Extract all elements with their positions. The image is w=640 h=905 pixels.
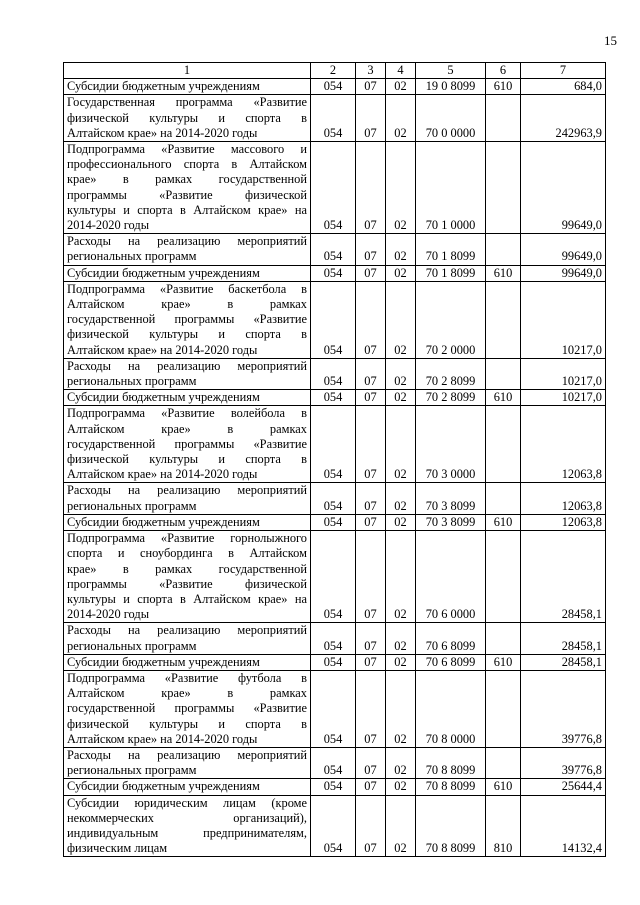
ministry-code-cell: 054	[311, 531, 356, 623]
row-description-line: Субсидии бюджетным учреждениям	[67, 265, 260, 280]
row-description-line: Алтайском крае» в рамках	[67, 686, 307, 701]
subsection-code-cell: 02	[386, 358, 416, 389]
row-description-line: региональных программ	[67, 249, 197, 264]
row-description-cell	[64, 406, 311, 483]
table-row	[64, 795, 606, 857]
subsection-code-cell: 02	[386, 670, 416, 747]
ministry-code-cell: 054	[311, 390, 356, 406]
section-code-cell: 07	[356, 79, 386, 95]
ministry-code-cell: 054	[311, 514, 356, 530]
table-row	[64, 483, 606, 514]
row-description-cell	[64, 623, 311, 654]
amount-cell: 10217,0	[521, 390, 606, 406]
table-row	[64, 514, 606, 530]
table-row	[64, 358, 606, 389]
amount-cell: 12063,8	[521, 406, 606, 483]
section-code-cell: 07	[356, 142, 386, 234]
expense-type-cell	[486, 406, 521, 483]
budget-table-body	[64, 63, 606, 857]
target-article-cell: 70 6 8099	[416, 623, 486, 654]
table-row	[64, 95, 606, 142]
row-description-cell	[64, 95, 311, 142]
section-code-cell: 07	[356, 779, 386, 795]
section-code-cell: 07	[356, 747, 386, 778]
expense-type-cell	[486, 234, 521, 265]
row-description-cell	[64, 358, 311, 389]
row-description-line: Расходы на реализацию мероприятий	[67, 747, 307, 762]
row-description-cell	[64, 234, 311, 265]
subsection-code-cell: 02	[386, 234, 416, 265]
subsection-code-cell: 02	[386, 265, 416, 281]
row-description-line: физической культуры и спорта в	[67, 110, 307, 125]
ministry-code-cell: 054	[311, 779, 356, 795]
subsection-code-cell: 02	[386, 747, 416, 778]
section-code-cell: 07	[356, 623, 386, 654]
table-row	[64, 234, 606, 265]
amount-cell: 684,0	[521, 79, 606, 95]
row-description-line: программы «Развитие физической	[67, 576, 307, 591]
row-description-cell	[64, 531, 311, 623]
table-row	[64, 79, 606, 95]
row-description-cell	[64, 779, 311, 795]
expense-type-cell: 610	[486, 779, 521, 795]
expense-type-cell: 610	[486, 265, 521, 281]
table-row	[64, 406, 606, 483]
expense-type-cell	[486, 747, 521, 778]
amount-cell: 10217,0	[521, 358, 606, 389]
table-row	[64, 654, 606, 670]
expense-type-cell	[486, 95, 521, 142]
amount-cell: 14132,4	[521, 795, 606, 857]
amount-cell: 25644,4	[521, 779, 606, 795]
target-article-cell: 70 2 8099	[416, 390, 486, 406]
row-description-line: крае» в рамках государственной	[67, 172, 307, 187]
section-code-cell: 07	[356, 358, 386, 389]
row-description-line: Государственная программа «Развитие	[67, 95, 307, 110]
amount-cell: 242963,9	[521, 95, 606, 142]
target-article-cell: 70 8 0000	[416, 670, 486, 747]
ministry-code-cell: 054	[311, 79, 356, 95]
amount-cell: 12063,8	[521, 514, 606, 530]
target-article-cell: 70 0 0000	[416, 95, 486, 142]
row-description-line: региональных программ	[67, 638, 197, 653]
row-description-line: Алтайском крае» на 2014-2020 годы	[67, 467, 258, 482]
ministry-code-cell: 054	[311, 142, 356, 234]
column-number-header: 6	[486, 63, 521, 79]
amount-cell: 99649,0	[521, 234, 606, 265]
row-description-line: Субсидии бюджетным учреждениям	[67, 514, 260, 529]
expense-type-cell	[486, 142, 521, 234]
target-article-cell: 70 8 8099	[416, 795, 486, 857]
row-description-line: физической культуры и спорта в	[67, 452, 307, 467]
ministry-code-cell: 054	[311, 670, 356, 747]
row-description-line: Субсидии юридическим лицам (кроме	[67, 795, 307, 810]
subsection-code-cell: 02	[386, 142, 416, 234]
subsection-code-cell: 02	[386, 779, 416, 795]
row-description-line: Алтайском крае» в рамках	[67, 297, 307, 312]
ministry-code-cell: 054	[311, 483, 356, 514]
row-description-line: 2014-2020 годы	[67, 218, 150, 233]
target-article-cell: 70 2 0000	[416, 281, 486, 358]
subsection-code-cell: 02	[386, 95, 416, 142]
ministry-code-cell: 054	[311, 654, 356, 670]
column-number-header: 3	[356, 63, 386, 79]
section-code-cell: 07	[356, 670, 386, 747]
subsection-code-cell: 02	[386, 514, 416, 530]
target-article-cell: 70 6 0000	[416, 531, 486, 623]
amount-cell: 28458,1	[521, 654, 606, 670]
subsection-code-cell: 02	[386, 623, 416, 654]
row-description-cell	[64, 281, 311, 358]
amount-cell: 99649,0	[521, 265, 606, 281]
expense-type-cell: 810	[486, 795, 521, 857]
subsection-code-cell: 02	[386, 406, 416, 483]
table-row	[64, 281, 606, 358]
row-description-line: Алтайском крае» в рамках	[67, 421, 307, 436]
table-row	[64, 142, 606, 234]
amount-cell: 12063,8	[521, 483, 606, 514]
row-description-cell	[64, 654, 311, 670]
subsection-code-cell: 02	[386, 483, 416, 514]
ministry-code-cell: 054	[311, 406, 356, 483]
row-description-line: культуры и спорта в Алтайском крае» на	[67, 591, 307, 606]
row-description-line: культуры и спорта в Алтайском крае» на	[67, 202, 307, 217]
ministry-code-cell: 054	[311, 95, 356, 142]
row-description-line: Расходы на реализацию мероприятий	[67, 234, 307, 249]
row-description-line: Расходы на реализацию мероприятий	[67, 483, 307, 498]
expense-type-cell	[486, 531, 521, 623]
section-code-cell: 07	[356, 531, 386, 623]
row-description-line: Алтайском крае» на 2014-2020 годы	[67, 731, 258, 746]
section-code-cell: 07	[356, 483, 386, 514]
target-article-cell: 70 1 8099	[416, 265, 486, 281]
ministry-code-cell: 054	[311, 623, 356, 654]
row-description-line: Субсидии бюджетным учреждениям	[67, 654, 260, 669]
row-description-line: Субсидии бюджетным учреждениям	[67, 79, 260, 94]
row-description-line: Алтайском крае» на 2014-2020 годы	[67, 342, 258, 357]
section-code-cell: 07	[356, 95, 386, 142]
row-description-line: Расходы на реализацию мероприятий	[67, 358, 307, 373]
row-description-cell	[64, 747, 311, 778]
budget-table	[63, 62, 606, 857]
row-description-cell	[64, 142, 311, 234]
section-code-cell: 07	[356, 514, 386, 530]
ministry-code-cell: 054	[311, 795, 356, 857]
row-description-line: Подпрограмма «Развитие волейбола в	[67, 406, 307, 421]
subsection-code-cell: 02	[386, 390, 416, 406]
expense-type-cell: 610	[486, 654, 521, 670]
expense-type-cell	[486, 670, 521, 747]
ministry-code-cell: 054	[311, 265, 356, 281]
section-code-cell: 07	[356, 234, 386, 265]
row-description-line: государственной программы «Развитие	[67, 436, 307, 451]
row-description-line: программы «Развитие физической	[67, 187, 307, 202]
amount-cell: 39776,8	[521, 670, 606, 747]
row-description-cell	[64, 670, 311, 747]
expense-type-cell	[486, 281, 521, 358]
target-article-cell: 70 6 8099	[416, 654, 486, 670]
row-description-line: физической культуры и спорта в	[67, 716, 307, 731]
column-number-header: 4	[386, 63, 416, 79]
target-article-cell: 70 8 8099	[416, 779, 486, 795]
row-description-line: Субсидии бюджетным учреждениям	[67, 779, 260, 794]
row-description-line: Алтайском крае» на 2014-2020 годы	[67, 125, 258, 140]
row-description-line: Субсидии бюджетным учреждениям	[67, 390, 260, 405]
row-description-line: Подпрограмма «Развитие массового и	[67, 142, 307, 157]
table-row	[64, 531, 606, 623]
row-description-line: Подпрограмма «Развитие баскетбола в	[67, 281, 307, 296]
column-number-header: 5	[416, 63, 486, 79]
expense-type-cell	[486, 623, 521, 654]
row-description-line: физической культуры и спорта в	[67, 327, 307, 342]
section-code-cell: 07	[356, 406, 386, 483]
column-number-header: 1	[64, 63, 311, 79]
ministry-code-cell: 054	[311, 234, 356, 265]
amount-cell: 39776,8	[521, 747, 606, 778]
amount-cell: 28458,1	[521, 531, 606, 623]
row-description-cell	[64, 514, 311, 530]
section-code-cell: 07	[356, 281, 386, 358]
table-row	[64, 623, 606, 654]
row-description-cell	[64, 79, 311, 95]
ministry-code-cell: 054	[311, 747, 356, 778]
row-description-line: 2014-2020 годы	[67, 607, 150, 622]
row-description-cell	[64, 390, 311, 406]
table-row	[64, 265, 606, 281]
section-code-cell: 07	[356, 654, 386, 670]
table-row	[64, 747, 606, 778]
subsection-code-cell: 02	[386, 79, 416, 95]
subsection-code-cell: 02	[386, 654, 416, 670]
section-code-cell: 07	[356, 795, 386, 857]
target-article-cell: 70 3 8099	[416, 514, 486, 530]
page-number: 15	[604, 33, 617, 48]
row-description-line: физическим лицам	[67, 841, 168, 856]
target-article-cell: 19 0 8099	[416, 79, 486, 95]
target-article-cell: 70 3 8099	[416, 483, 486, 514]
row-description-line: государственной программы «Развитие	[67, 701, 307, 716]
expense-type-cell	[486, 358, 521, 389]
row-description-line: региональных программ	[67, 498, 197, 513]
column-number-header: 2	[311, 63, 356, 79]
column-number-header: 7	[521, 63, 606, 79]
row-description-line: Расходы на реализацию мероприятий	[67, 623, 307, 638]
expense-type-cell: 610	[486, 79, 521, 95]
row-description-line: профессионального спорта в Алтайском	[67, 157, 307, 172]
target-article-cell: 70 1 8099	[416, 234, 486, 265]
row-description-line: крае» в рамках государственной	[67, 561, 307, 576]
expense-type-cell: 610	[486, 514, 521, 530]
row-description-line: индивидуальным предпринимателям,	[67, 825, 307, 840]
target-article-cell: 70 3 0000	[416, 406, 486, 483]
row-description-cell	[64, 795, 311, 857]
row-description-line: государственной программы «Развитие	[67, 312, 307, 327]
subsection-code-cell: 02	[386, 281, 416, 358]
table-row	[64, 670, 606, 747]
ministry-code-cell: 054	[311, 281, 356, 358]
target-article-cell: 70 8 8099	[416, 747, 486, 778]
section-code-cell: 07	[356, 390, 386, 406]
table-row	[64, 390, 606, 406]
row-description-cell	[64, 265, 311, 281]
row-description-line: некоммерческих организаций),	[67, 810, 307, 825]
amount-cell: 10217,0	[521, 281, 606, 358]
row-description-line: Подпрограмма «Развитие горнолыжного	[67, 531, 307, 546]
row-description-cell	[64, 483, 311, 514]
table-header-row	[64, 63, 606, 79]
expense-type-cell	[486, 483, 521, 514]
target-article-cell: 70 2 8099	[416, 358, 486, 389]
row-description-line: спорта и сноубординга в Алтайском	[67, 546, 307, 561]
row-description-line: Подпрограмма «Развитие футбола в	[67, 670, 307, 685]
row-description-line: региональных программ	[67, 763, 197, 778]
expense-type-cell: 610	[486, 390, 521, 406]
section-code-cell: 07	[356, 265, 386, 281]
amount-cell: 99649,0	[521, 142, 606, 234]
target-article-cell: 70 1 0000	[416, 142, 486, 234]
subsection-code-cell: 02	[386, 531, 416, 623]
row-description-line: региональных программ	[67, 374, 197, 389]
table-row	[64, 779, 606, 795]
amount-cell: 28458,1	[521, 623, 606, 654]
ministry-code-cell: 054	[311, 358, 356, 389]
subsection-code-cell: 02	[386, 795, 416, 857]
